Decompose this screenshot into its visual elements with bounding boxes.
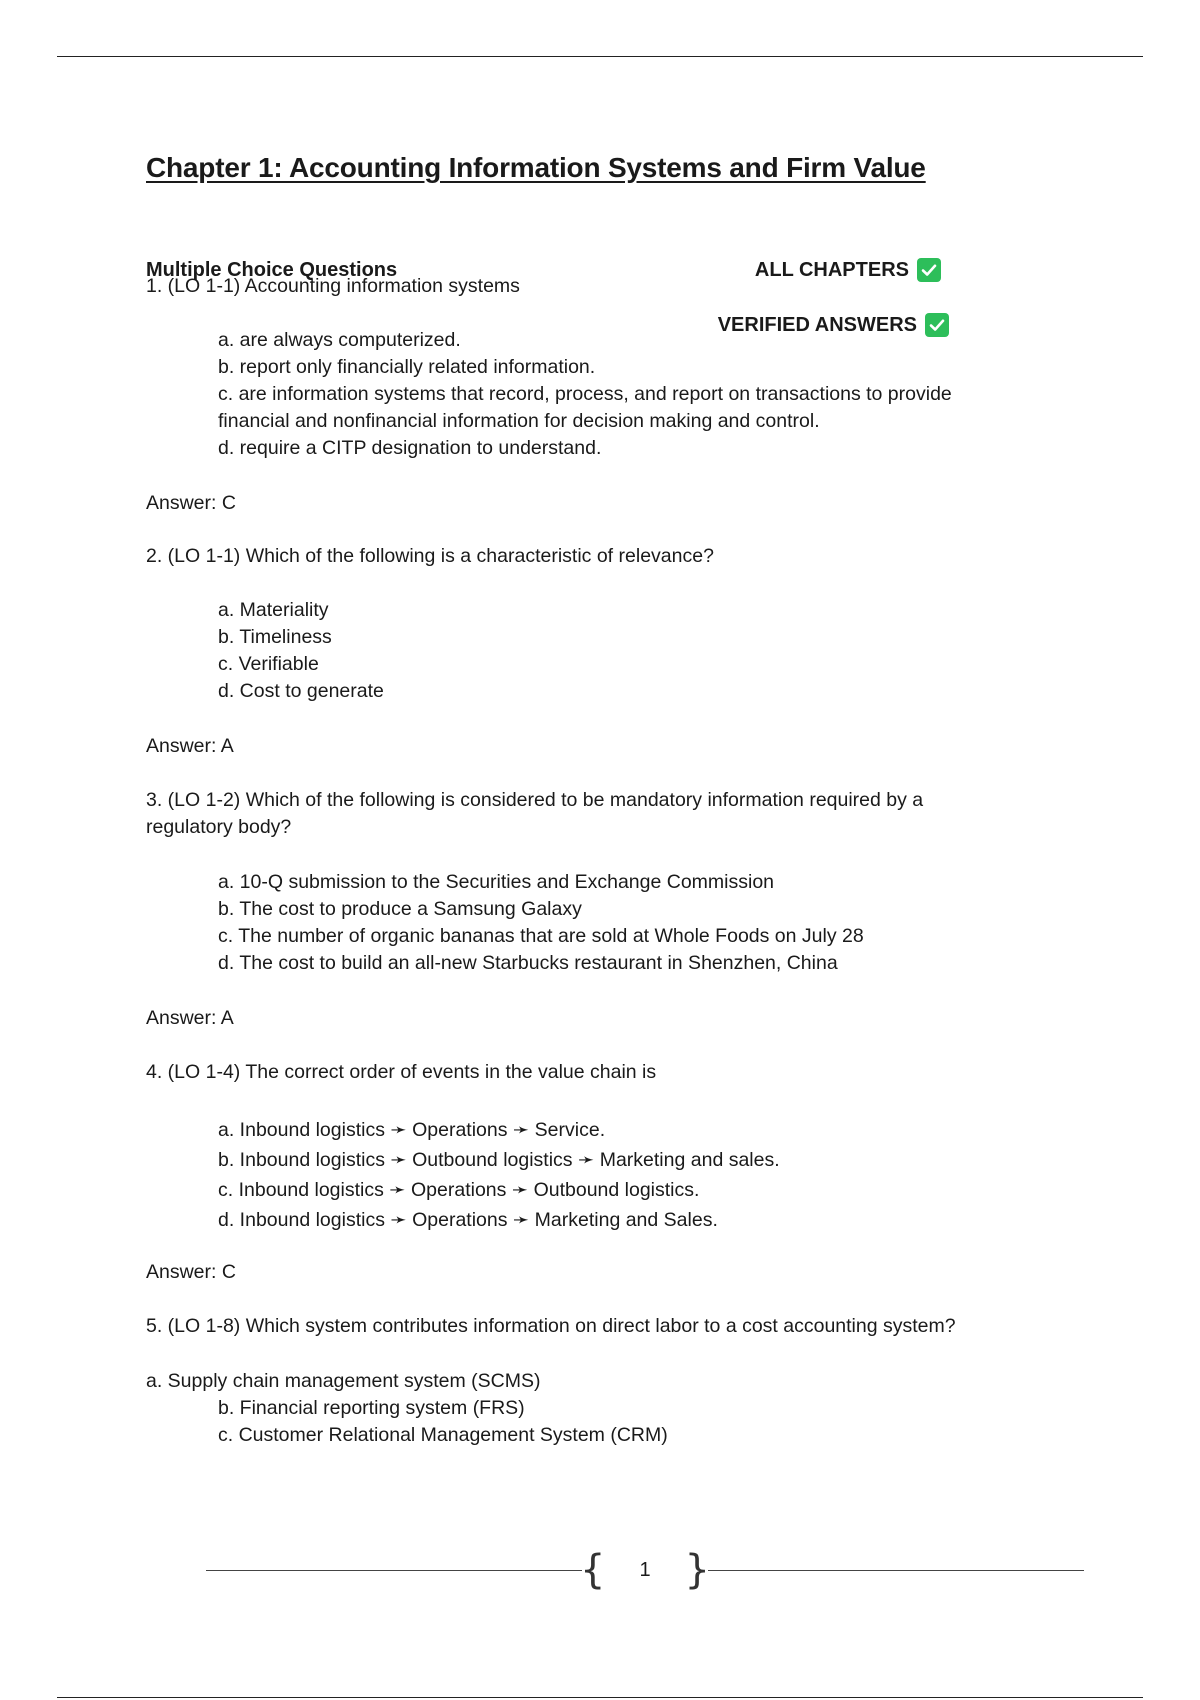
option-list	[218, 327, 1018, 462]
option: b. The cost to produce a Samsung Galaxy	[218, 898, 582, 920]
answer: Answer: A	[146, 1007, 234, 1029]
answer: Answer: C	[146, 1261, 236, 1283]
option-list	[218, 597, 1018, 705]
option: d. The cost to build an all-new Starbucks restaurant in Shenzhen, China	[218, 952, 838, 974]
option: c. Customer Relational Management System (CRM)	[218, 1424, 668, 1446]
option-list	[218, 1115, 1018, 1235]
option: d. Cost to generate	[218, 680, 384, 702]
badge-label: ALL CHAPTERS	[754, 259, 909, 281]
option: b. Financial reporting system (FRS)	[218, 1397, 525, 1419]
footer-rule-right	[708, 1570, 1084, 1571]
option: d. Inbound logistics ➛ Operations ➛ Marketing and Sales.	[218, 1209, 718, 1231]
page-title: Chapter 1: Accounting Information Systems and Firm Value	[146, 152, 926, 183]
option: a. are always computerized.	[218, 329, 461, 351]
option: b. Timeliness	[218, 626, 332, 648]
question-stem: 1. (LO 1-1) Accounting information systems	[146, 275, 520, 297]
option: b. Inbound logistics ➛ Outbound logistics ➛ Marketing and sales.	[218, 1149, 780, 1171]
page-footer	[206, 1545, 1084, 1595]
right-brace-icon: }	[684, 1547, 710, 1593]
answer: Answer: A	[146, 735, 234, 757]
option: a. Inbound logistics ➛ Operations ➛ Service.	[218, 1119, 606, 1141]
option: a. Materiality	[218, 599, 329, 621]
question-stem: 5. (LO 1-8) Which system contributes information on direct labor to a cost accounting system?	[146, 1315, 956, 1337]
option: a. Supply chain management system (SCMS)	[146, 1370, 541, 1392]
section-heading: Multiple Choice Questions	[146, 259, 398, 281]
badge-label: VERIFIED ANSWERS	[717, 314, 917, 336]
answer: Answer: C	[146, 492, 236, 514]
option: b. report only financially related information.	[218, 356, 596, 378]
option: a. 10-Q submission to the Securities and Exchange Commission	[218, 871, 775, 893]
option: c. The number of organic bananas that are sold at Whole Foods on July 28	[218, 925, 864, 947]
option: c. Verifiable	[218, 653, 319, 675]
option: d. require a CITP designation to understand.	[218, 437, 602, 459]
left-brace-icon: {	[580, 1547, 606, 1593]
bottom-rule	[57, 1697, 1143, 1698]
page-number: 1	[639, 1559, 651, 1581]
question-stem: 2. (LO 1-1) Which of the following is a characteristic of relevance?	[146, 545, 714, 567]
option-list	[218, 1395, 1018, 1449]
question-stem: 4. (LO 1-4) The correct order of events in the value chain is	[146, 1061, 657, 1083]
option: c. Inbound logistics ➛ Operations ➛ Outbound logistics.	[218, 1179, 700, 1201]
question-stem: 3. (LO 1-2) Which of the following is considered to be mandatory information required by a regulatory body?	[146, 789, 924, 838]
top-rule	[57, 56, 1143, 57]
option-list	[218, 869, 1018, 977]
option: c. are information systems that record, process, and report on transactions to provide financial and nonfinancial information for decision making and control.	[218, 383, 952, 432]
